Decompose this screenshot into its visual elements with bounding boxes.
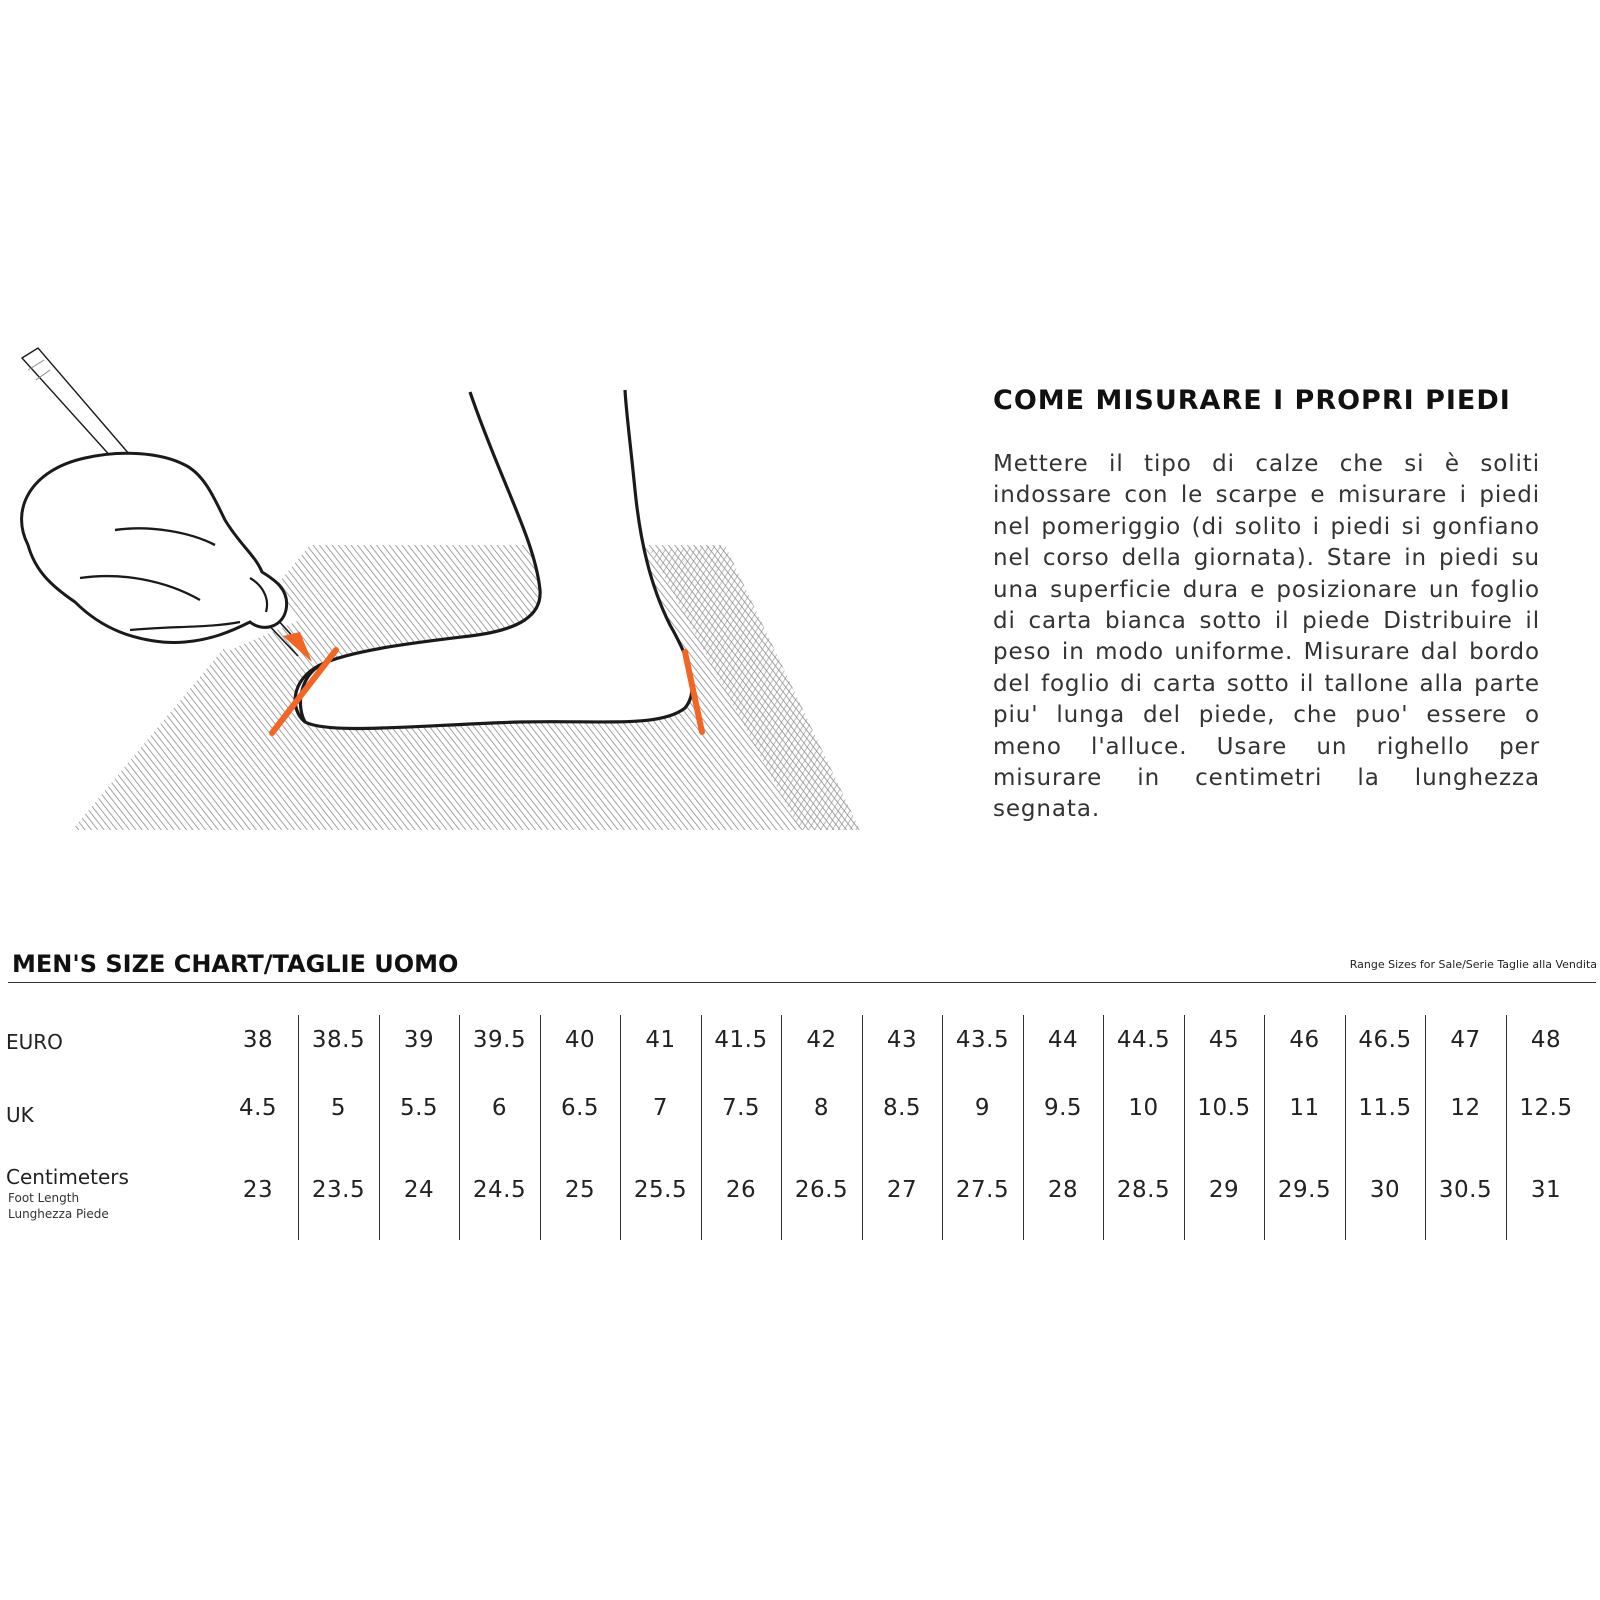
size-cell: 46.5 [1358, 1027, 1412, 1053]
size-cell: 7.5 [721, 1095, 761, 1121]
size-cell: 39 [403, 1027, 435, 1053]
size-cell: 38 [242, 1027, 274, 1053]
size-cell: 5.5 [399, 1095, 439, 1121]
size-cell: 24.5 [472, 1177, 527, 1203]
size-cell: 29.5 [1277, 1177, 1332, 1203]
size-cell: 28 [1047, 1177, 1079, 1203]
size-cell: 4.5 [238, 1095, 278, 1121]
size-cell: 11 [1289, 1095, 1320, 1121]
size-cell: 43.5 [955, 1027, 1010, 1053]
size-cell: 47 [1450, 1027, 1481, 1053]
size-cell: 25 [564, 1177, 596, 1203]
how-to-title: COME MISURARE I PROPRI PIEDI [993, 385, 1511, 416]
size-cell: 27 [886, 1177, 918, 1203]
size-cell: 27.5 [955, 1177, 1010, 1203]
size-chart-title: MEN'S SIZE CHART/TAGLIE UOMO [12, 950, 459, 978]
size-cell: 44 [1047, 1027, 1079, 1053]
row-label: EURO [6, 1030, 63, 1054]
size-cell: 41 [645, 1027, 676, 1053]
row-label: Centimeters [6, 1165, 129, 1189]
size-cell: 30 [1369, 1177, 1401, 1203]
size-cell: 30.5 [1438, 1177, 1493, 1203]
size-cell: 23.5 [311, 1177, 366, 1203]
size-cell: 48 [1530, 1027, 1562, 1053]
size-cell: 31 [1530, 1177, 1562, 1203]
size-cell: 10.5 [1197, 1095, 1251, 1121]
size-cell: 42 [806, 1027, 837, 1053]
how-to-measure-section [993, 385, 1540, 826]
size-cell: 9 [974, 1095, 991, 1121]
size-cell: 43 [886, 1027, 918, 1053]
size-cell: 46 [1289, 1027, 1320, 1053]
size-cell: 45 [1208, 1027, 1240, 1053]
size-cell: 25.5 [633, 1177, 688, 1203]
how-to-instructions: Mettere il tipo di calze che si è soliti indossare con le scarpe e misurare i piedi nel pomeriggio (di solito i piedi si gonfiano nel corso della giornata). Stare in piedi su una superficie dura e posizionare un foglio di carta bianca sotto il piede Distribuire il peso in modo uniforme. Misurare dal bordo del foglio di carta sotto il tallone alla parte piu' lunga del piede, che puo' essere o meno l'alluce. Usare un righello per misurare in centimetri la lunghezza segnata. [993, 451, 1540, 823]
size-cell: 26 [725, 1177, 757, 1203]
size-chart-table [0, 1015, 1600, 1240]
size-cell: 26.5 [794, 1177, 849, 1203]
size-cell: 38.5 [311, 1027, 366, 1053]
size-cell: 10 [1128, 1095, 1159, 1121]
size-cell: 29 [1208, 1177, 1240, 1203]
size-cell: 44.5 [1116, 1027, 1171, 1053]
foot-measure-illustration-icon [0, 340, 880, 860]
size-cell: 5 [330, 1095, 347, 1121]
size-cell: 12 [1450, 1095, 1481, 1121]
row-sublabel: Foot Length [8, 1191, 80, 1205]
size-cell: 23 [242, 1177, 274, 1203]
size-cell: 11.5 [1358, 1095, 1412, 1121]
row-sublabel: Lunghezza Piede [8, 1207, 109, 1221]
size-cell: 6 [491, 1095, 508, 1121]
size-cell: 24 [403, 1177, 435, 1203]
size-cell: 41.5 [714, 1027, 768, 1053]
size-cell: 8 [813, 1095, 830, 1121]
row-label: UK [6, 1103, 34, 1127]
size-cell: 39.5 [472, 1027, 527, 1053]
chart-title-rule [8, 982, 1596, 983]
hand [22, 453, 287, 642]
size-cell: 8.5 [882, 1095, 922, 1121]
size-cell: 6.5 [560, 1095, 600, 1121]
size-cell: 9.5 [1043, 1095, 1083, 1121]
size-cell: 40 [564, 1027, 596, 1053]
size-cell: 12.5 [1519, 1095, 1573, 1121]
range-sizes-note: Range Sizes for Sale/Serie Taglie alla Vendita [1349, 958, 1597, 971]
size-cell: 7 [652, 1095, 669, 1121]
size-cell: 28.5 [1116, 1177, 1171, 1203]
